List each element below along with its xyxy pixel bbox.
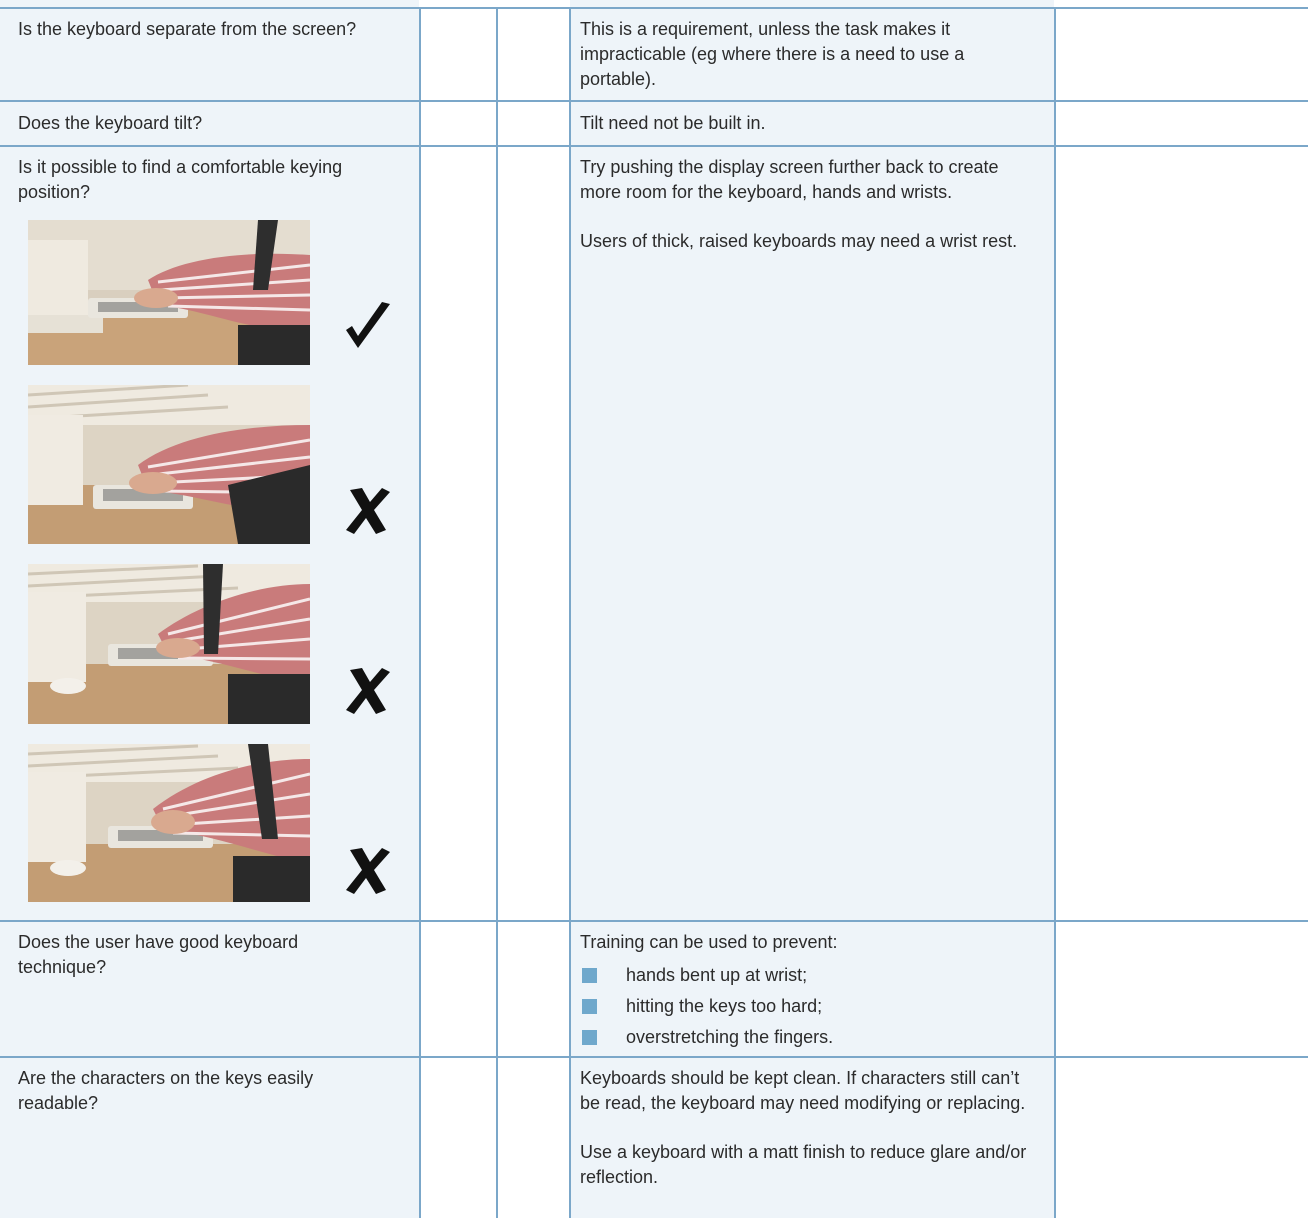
bullet-square-icon xyxy=(582,999,597,1014)
column-divider xyxy=(419,7,421,1218)
correct-keying-position-photo xyxy=(28,220,310,365)
list-item: hitting the keys too hard; xyxy=(580,994,1045,1019)
guidance-text: This is a requirement, unless the task makes it impracticable (eg where there is a need to use a portable). xyxy=(580,19,965,89)
cross-icon xyxy=(342,664,394,716)
guidance-text: Keyboards should be kept clean. If characters still can’t be read, the keyboard may need modifying or replacing. xyxy=(580,1068,1026,1113)
list-item: overstretching the fingers. xyxy=(580,1025,1045,1050)
row-divider xyxy=(0,100,1308,102)
guidance-block xyxy=(580,1066,1035,1190)
check-icon xyxy=(342,300,394,352)
leaning-keying-photo xyxy=(28,564,310,724)
arched-wrist-keying-photo xyxy=(28,744,310,902)
row-divider xyxy=(0,1056,1308,1058)
row-divider xyxy=(0,145,1308,147)
question-text: Does the keyboard tilt? xyxy=(18,113,203,133)
bullet-square-icon xyxy=(582,968,597,983)
guidance-text: Use a keyboard with a matt finish to reduce glare and/or reflection. xyxy=(580,1142,1027,1187)
bullet-square-icon xyxy=(582,1030,597,1045)
question-text: Are the characters on the keys easily readable? xyxy=(18,1068,314,1113)
question-text: Is the keyboard separate from the screen? xyxy=(18,19,357,39)
bent-wrist-keying-photo xyxy=(28,385,310,544)
question-text: Is it possible to find a comfortable keying position? xyxy=(18,157,343,202)
cross-icon xyxy=(342,844,394,896)
question-text: Does the user have good keyboard technique? xyxy=(18,932,299,977)
row-divider xyxy=(0,920,1308,922)
row-divider xyxy=(0,7,1308,9)
guidance-block xyxy=(580,930,1045,1056)
column-divider xyxy=(496,7,498,1218)
cross-icon xyxy=(342,484,394,536)
guidance-block xyxy=(580,155,1020,254)
bullet-list xyxy=(580,963,1045,1050)
guidance-text: Tilt need not be built in. xyxy=(580,113,766,133)
guidance-text: Training can be used to prevent: xyxy=(580,932,838,952)
guidance-text: Users of thick, raised keyboards may need a wrist rest. xyxy=(580,231,1018,251)
column-divider xyxy=(1054,7,1056,1218)
column-divider xyxy=(569,7,571,1218)
guidance-text: Try pushing the display screen further back to create more room for the keyboard, hands and wrists. xyxy=(580,157,999,202)
list-item: hands bent up at wrist; xyxy=(580,963,1045,988)
